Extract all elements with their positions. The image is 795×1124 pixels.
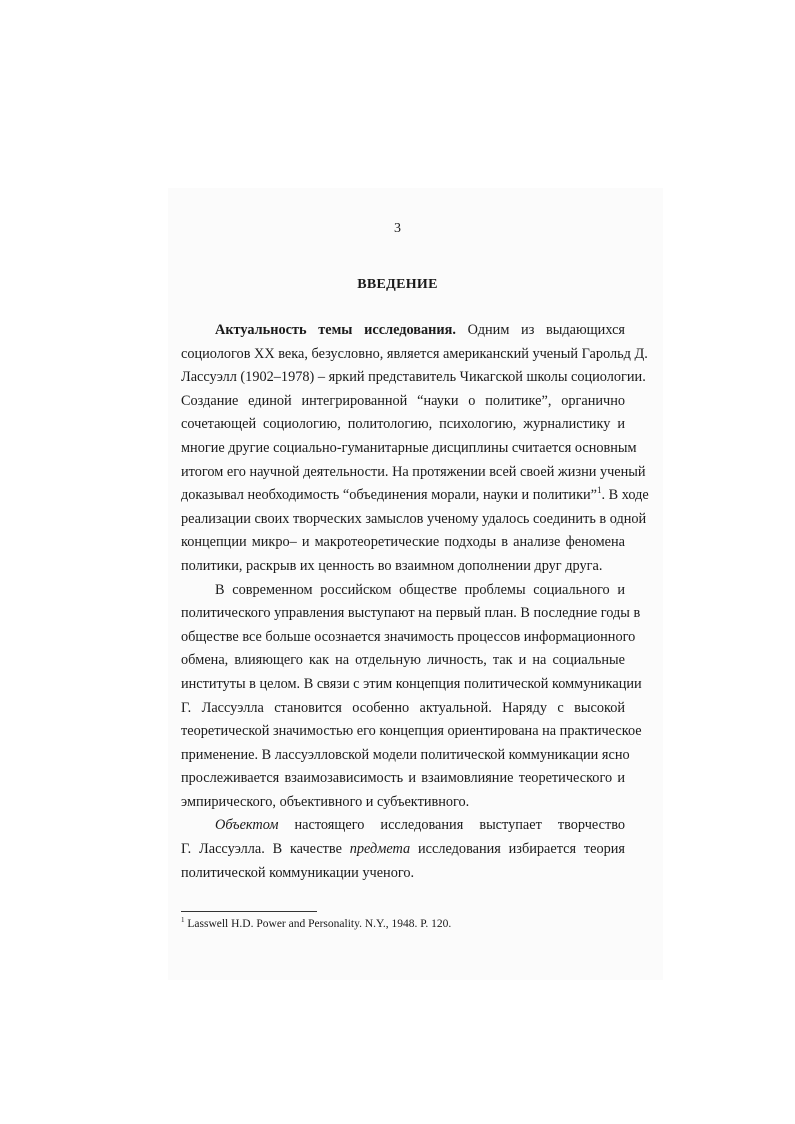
text-line: политической коммуникации ученого. xyxy=(181,864,415,881)
paragraph-context xyxy=(181,579,642,815)
body-text xyxy=(181,319,649,885)
text-line: реализации своих творческих замыслов ученому удалось соединить в одной xyxy=(181,510,647,527)
text-line: Лассуэлл (1902–1978) – яркий представитель Чикагской школы социологии. xyxy=(181,369,646,386)
text-line: Г. Лассуэлла становится особенно актуальной. Наряду с высокой xyxy=(181,699,625,716)
paragraph-relevance xyxy=(181,319,649,579)
text-span: Г. Лассуэлла. В качестве xyxy=(181,841,350,858)
text-span: настоящего исследования выступает творчество xyxy=(278,817,625,834)
text-line xyxy=(181,814,625,838)
italic-term-subject: предмета xyxy=(349,841,411,858)
text-line: В современном российском обществе проблемы социального и xyxy=(215,581,625,598)
text-line: итогом его научной деятельности. На протяжении всей своей жизни ученый xyxy=(181,463,646,480)
text-span: . В ходе xyxy=(601,487,649,504)
text-line: политики, раскрыв их ценность во взаимном дополнении друг друга. xyxy=(181,557,603,574)
paragraph-object-subject xyxy=(181,814,625,885)
text-span: доказывал необходимость “объединения морали, науки и политики” xyxy=(181,487,598,504)
text-line: концепции микро– и макротеоретические подходы в анализе феномена xyxy=(181,534,625,551)
text-span: исследования избирается теория xyxy=(410,841,625,858)
footnote-marker: 1 xyxy=(181,916,185,925)
text-line: сочетающей социологию, политологию, психологию, журналистику и xyxy=(181,416,625,433)
text-line: обмена, влияющего как на отдельную личность, так и на социальные xyxy=(181,652,625,669)
bold-lead: Актуальность темы исследования. xyxy=(215,322,456,338)
footnote-reference: 1 xyxy=(597,485,602,496)
text-line xyxy=(181,484,649,508)
page-number: 3 xyxy=(394,221,401,236)
italic-term-object: Объектом xyxy=(215,817,279,834)
text-line: прослеживается взаимозависимость и взаимовлияние теоретического и xyxy=(181,770,625,787)
text-line: обществе все больше осознается значимость процессов информационного xyxy=(181,628,636,645)
text-line: политического управления выступают на первый план. В последние годы в xyxy=(181,605,641,622)
text-line xyxy=(181,838,625,862)
text-span: Одним из выдающихся xyxy=(455,322,625,338)
text-line: социологов XX века, безусловно, является американский ученый Гарольд Д. xyxy=(181,345,648,362)
footnote-divider xyxy=(181,911,317,912)
text-line: применение. В лассуэлловской модели политической коммуникации ясно xyxy=(181,746,630,763)
text-line: Создание единой интегрированной “науки о политике”, органично xyxy=(181,392,625,409)
text-line xyxy=(181,319,625,343)
footnote xyxy=(181,918,621,930)
footnote-text: Lasswell H.D. Power and Personality. N.Y., 1948. P. 120. xyxy=(184,918,452,930)
text-line: институты в целом. В связи с этим концепция политической коммуникации xyxy=(181,675,642,692)
text-line: эмпирического, объективного и субъективного. xyxy=(181,793,470,810)
text-line: теоретической значимостью его концепция ориентирована на практическое xyxy=(181,723,642,740)
text-line: многие другие социально-гуманитарные дисциплины считается основным xyxy=(181,439,637,456)
page-heading: ВВЕДЕНИЕ xyxy=(357,277,438,292)
